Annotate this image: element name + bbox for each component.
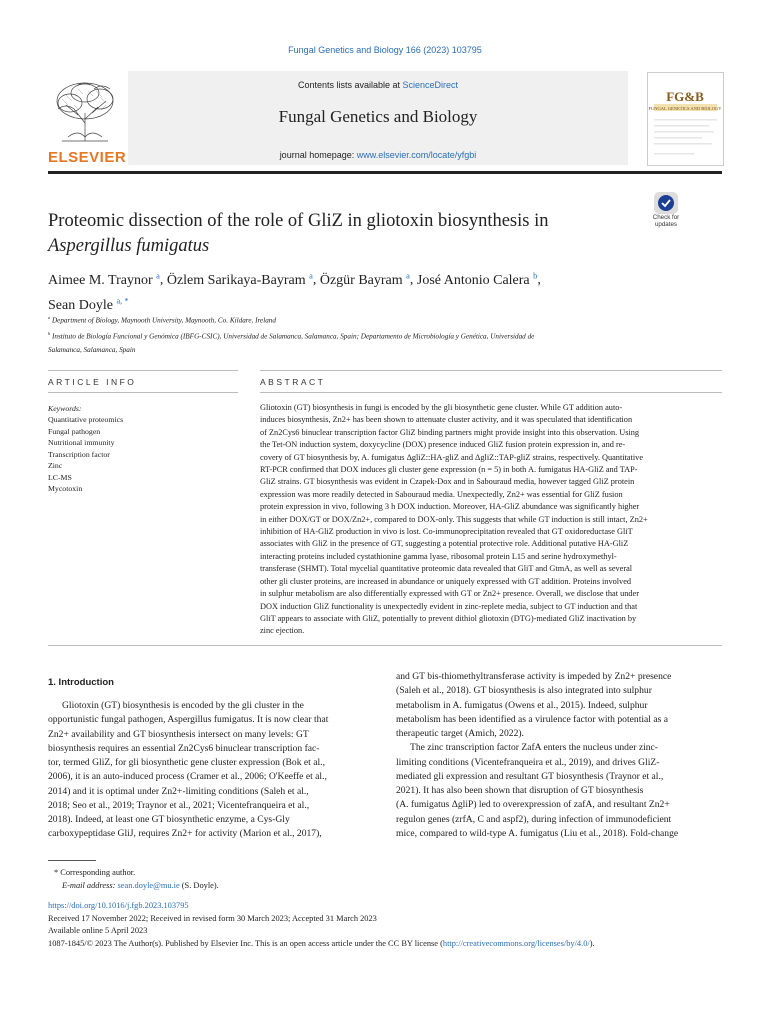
elsevier-wordmark: ELSEVIER: [48, 149, 127, 166]
article-info-rule: [48, 370, 238, 371]
keyword: Nutritional immunity: [48, 438, 115, 447]
journal-title: Fungal Genetics and Biology: [278, 107, 478, 126]
author[interactable]: Sean Doyle $^{a, *}$: [48, 296, 129, 314]
check-for-updates-button[interactable]: [642, 192, 690, 236]
article-title-line2: Aspergillus fumigatus: [48, 236, 210, 256]
footnote: [48, 866, 219, 892]
available-online: Available online 5 April 2023: [48, 926, 148, 935]
abstract-heading: ABSTRACT: [260, 377, 326, 387]
article-info-rule-2: [48, 392, 238, 393]
intro-left-column: Gliotoxin (GT) biosynthesis is encoded by the gli cluster in the opportunistic fungal pathogen, Aspergillus fumigatus. It is now clear that Zn2+ availability and GT biosynthesis intersect on many levels: GT biosynthesis requires an essential Zn2Cys6 binuclear transcription fac- tor, termed GliZ, for gli biosynthetic gene cluster expression (Bok et al., 2006), it is an auto-induced process (Cramer et al., 2006; O'Keeffe et al., 2014) and it is optimal under Zn2+-limiting conditions (Saleh et al., 2018; Seo et al., 2019; Traynor et al., 2021; Vicentefranqueira et al., 2018). Indeed, at least one GT biosynthetic enzyme, a Cys-Gly carboxypeptidase GliJ, requires Zn2+ for activity (Marion et al., 2017),: [48, 700, 329, 840]
keyword: Transcription factor: [48, 449, 110, 459]
journal-cover-thumbnail[interactable]: [647, 72, 724, 166]
homepage-link[interactable]: www.elsevier.com/locate/yfgbi: [356, 150, 477, 160]
author-list: Aimee M. Traynor $^a$, Özlem Sarikaya-Bayram $^a$, Özgür Bayram $^a$, José Antonio Calera $^b$, Sean Doyle $^{a, *}$: [48, 271, 541, 314]
author[interactable]: Aimee M. Traynor $^a$: [48, 271, 160, 288]
article-title-line1: Proteomic dissection of the role of GliZ in gliotoxin biosynthesis in: [48, 211, 549, 231]
keyword: Zinc: [48, 461, 63, 470]
footnote-rule: [48, 860, 96, 861]
author[interactable]: Özgür Bayram $^a$: [319, 271, 410, 288]
journal-cover-image: [648, 73, 723, 165]
corresponding-author: * Corresponding author.: [54, 868, 136, 877]
check-for-updates-label: Check for updates: [652, 214, 680, 228]
abstract-rule: [260, 370, 722, 371]
homepage-prefix: journal homepage:: [279, 150, 357, 160]
email-line: E-mail address: sean.doyle@mu.ie (S. Doyle).: [62, 881, 219, 890]
journal-homepage: [128, 150, 628, 160]
journal-reference[interactable]: Fungal Genetics and Biology 166 (2023) 103795: [288, 45, 482, 55]
article-title: [48, 209, 608, 259]
affiliation-b-cont: Salamanca, Salamanca, Spain: [48, 345, 136, 354]
abstract-text: Gliotoxin (GT) biosynthesis in fungi is encoded by the gli biosynthetic gene cluster. While GT addition auto- induces biosynthesis, Zn2+ has been shown to attenuate cluster activity, and it was speculated that identification of Zn2Cys6 binuclear transcription factor GliZ binding partners might provide insight into this observation. Using the Tet-ON induction system, doxycycline (DOX) presence induced GliZ fusion protein expression in, and re- covery of GT biosynthesis by, A. fumigatus ΔgliZ::HA-gliZ and ΔgliZ::TAP-gliZ strains, respectively. Quantitative RT-PCR confirmed that DOX induces gli cluster gene expression (n = 5) in both A. fumigatus HA-GliZ and TAP- GliZ strains. GT biosynthesis was evident in Czapek-Dox and in Sabouraud media, however tagged GliZ protein expression was more readily detected in Sabouraud media. Unexpectedly, Zn2+ was essential for GliZ fusion protein expression in vivo, following 3 h DOX induction. Moreover, HA-GliZ abundance was significantly higher in either DOX/GT or DOX/Zn2+, compared to DOX-only. This suggests that while GT induction is still intact, Zn2+ inhibition of HA-GliZ production in vivo is lost. Co-immunoprecipitation revealed that GT oxidoreductase GliT associates with GliZ in the presence of GT, suggesting a potential protective role. Additional putative HA-GliZ interacting proteins included cystathionine gamma lyase, ribosomal protein L15 and serine hydroxymethyl- transferase (SHMT). Total mycelial quantitative proteomic data revealed that GliT and GtmA, as well as several other gli cluster proteins, are increased in abundance or uniquely expressed with GT addition. Proteins involved in sulphur metabolism are also differentially expressed with GT or Zn2+ presence. Overall, we disclose that under DOX induction GliZ functionality is unexpectedly evident in zinc-replete media, subject to GT induction and that GliT appears to associate with GliZ, potentially to prevent dithiol gliotoxin (DTG)-mediated GliZ inactivation by zinc ejection.: [260, 403, 648, 636]
keyword: LC-MS: [48, 472, 72, 482]
cover-title-text: FUNGAL GENETICS AND BIOLOGY: [648, 106, 722, 111]
keywords-list: [48, 414, 123, 495]
article-footer: [48, 900, 728, 950]
svg-text:FG&B: FG&B: [666, 89, 704, 104]
elsevier-tree-logo: [48, 79, 122, 143]
abstract-bottom-rule: [48, 645, 722, 646]
license-line: 1087-1845/© 2023 The Author(s). Published by Elsevier Inc. This is an open access article under the CC BY license (http://creativecommons.org/licenses/by/4.0/).: [48, 938, 595, 948]
sciencedirect-link[interactable]: ScienceDirect: [402, 80, 459, 90]
affiliation-a: $^a$ Department of Biology, Maynooth University, Maynooth, Co. Kildare, Ireland: [48, 315, 276, 325]
email-link[interactable]: sean.doyle@mu.ie: [117, 881, 180, 890]
keywords-label: Keywords:: [48, 404, 82, 413]
affiliation-b: $^b$ Instituto de Biología Funcional y Genómica (IBFG-CSIC), Universidad de Salamanca, Salamanca, Spain; Departamento de Microbiología y Genética, Universidad de: [48, 331, 535, 341]
author[interactable]: José Antonio Calera $^b$: [416, 271, 538, 288]
license-link[interactable]: http://creativecommons.org/licenses/by/4.0/: [442, 938, 590, 948]
author[interactable]: Özlem Sarikaya-Bayram $^a$: [166, 271, 313, 288]
received-dates: Received 17 November 2022; Received in revised form 30 March 2023; Accepted 31 March 2023: [48, 913, 377, 923]
article-info-heading: ARTICLE INFO: [48, 377, 137, 387]
abstract-rule-2: [260, 392, 722, 393]
section-heading-introduction: 1. Introduction: [48, 677, 114, 688]
header-rule: [48, 171, 722, 174]
journal-banner: [48, 71, 722, 165]
keyword: Quantitative proteomics: [48, 415, 124, 424]
keyword: Mycotoxin: [48, 484, 83, 493]
keyword: Fungal pathogen: [48, 426, 101, 436]
contents-availability: [128, 80, 628, 90]
intro-right-column: and GT bis-thiomethyltransferase activity is impeded by Zn2+ presence (Saleh et al., 2018). GT biosynthesis is also integrated into sulphur metabolism in A. fumigatus (Owens et al., 2015). Indeed, sulphur metabolism has been identified as a virulence factor with potential as a therapeutic target (Amich, 2022). The zinc transcription factor ZafA enters the nucleus under zinc- limiting conditions (Vicentefranqueira et al., 2019), and drives GliZ- mediated gli expression and resultant GT biosynthesis (Traynor et al., 2021). It has also been shown that disruption of GT biosynthesis (A. fumigatus ΔgliP) led to overexpression of zafA, and resultant Zn2+ regulon genes (zrfA, C and aspf2), during infection of immunodeficient mice, compared to wild-type A. fumigatus (Liu et al., 2018). Fold-change: [396, 671, 679, 839]
contents-prefix: Contents lists available at: [297, 80, 403, 90]
doi-link[interactable]: https://doi.org/10.1016/j.fgb.2023.103795: [48, 901, 189, 910]
affiliations: [48, 311, 722, 357]
